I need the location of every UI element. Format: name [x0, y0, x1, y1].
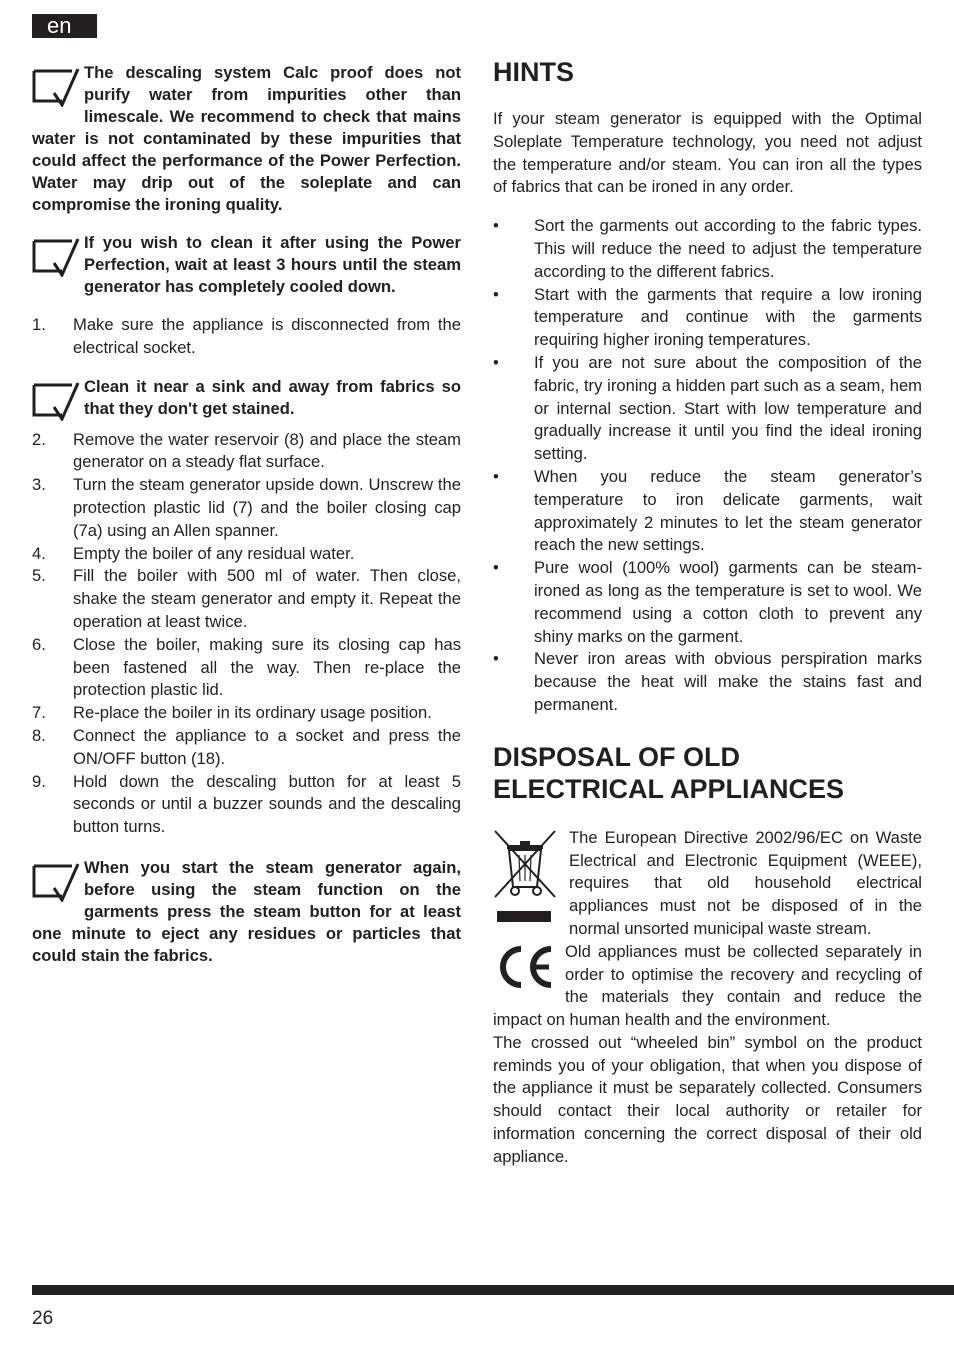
note-text: When you start the steam generator again, before using the steam function on the garments press the steam button for at least one minute to eject any residues or particles that could stain the fabrics. [32, 857, 461, 965]
language-tab: en [32, 14, 97, 38]
step-number: 6. [32, 634, 46, 654]
step-number: 5. [32, 566, 46, 586]
bullet-icon: • [493, 649, 499, 669]
list-item [32, 543, 461, 566]
ce-mark-icon [493, 943, 555, 991]
list-item [493, 557, 922, 648]
list-item [32, 634, 461, 702]
bullet-icon: • [493, 284, 499, 304]
hints-intro: If your steam generator is equipped with the Optimal Soleplate Temperature technology, you need not adjust the temperature and/or steam. You can iron all the types of fabrics that can be ironed in any order. [493, 109, 922, 197]
step-text: Make sure the appliance is disconnected from the electrical socket. [73, 315, 461, 357]
disposal-paragraph-1: The European Directive 2002/96/EC on Waste Electrical and Electronic Equipment (WEEE), requires that old household electrical appliances must not be disposed of in the normal unsorted municipal waste stream. [569, 827, 922, 938]
right-column [493, 56, 922, 1169]
hints-heading: HINTS [493, 57, 574, 87]
list-item [493, 648, 922, 716]
step-number: 9. [32, 771, 46, 791]
note-sink [32, 376, 461, 421]
bullet-icon: • [493, 466, 499, 486]
step-text: Close the boiler, making sure its closing cap has been fastened all the way. Then re-place the protection plastic lid. [73, 634, 461, 700]
check-note-icon [32, 235, 80, 277]
step-number: 7. [32, 703, 46, 723]
list-item [493, 215, 922, 283]
hint-text: Never iron areas with obvious perspiration marks because the heat will make the stains fast and permanent. [534, 649, 922, 714]
note-text: Clean it near a sink and away from fabrics so that they don't get stained. [84, 376, 461, 418]
check-note-icon [32, 65, 80, 107]
weee-bin-icon [493, 829, 557, 927]
list-item [32, 771, 461, 839]
disposal-heading [493, 741, 922, 805]
list-item [493, 352, 922, 466]
step-number: 4. [32, 543, 46, 563]
list-item [32, 429, 461, 475]
step-text: Fill the boiler with 500 ml of water. Then close, shake the steam generator and empty it. Repeat the operation at least twice. [73, 566, 461, 631]
step-text: Empty the boiler of any residual water. [73, 543, 355, 563]
page-number: 26 [32, 1308, 54, 1329]
step-text: Re-place the boiler in its ordinary usage position. [73, 703, 432, 723]
step-number: 3. [32, 475, 46, 495]
step-text: Turn the steam generator upside down. Unscrew the protection plastic lid (7) and the boiler closing cap (7a) using an Allen spanner. [73, 475, 461, 540]
step-text: Hold down the descaling button for at least 5 seconds or until a buzzer sounds and the descaling button turns. [73, 771, 461, 837]
disposal-section [493, 827, 922, 1169]
hint-text: When you reduce the steam generator’s temperature to iron delicate garments, wait approximately 2 minutes to let the steam generator reach the new settings. [534, 466, 922, 555]
hint-text: Start with the garments that require a low ironing temperature and continue with the garments requiring higher ironing temperatures. [534, 284, 922, 350]
bullet-icon: • [493, 558, 499, 578]
hint-text: Pure wool (100% wool) garments can be steam-ironed as long as the temperature is set to wool. We recommend using a cotton cloth to prevent any shiny marks on the garment. [534, 558, 922, 646]
note-cooldown [32, 232, 461, 298]
hints-list [493, 215, 922, 717]
steps-list-1 [32, 314, 461, 360]
disposal-heading-line1: DISPOSAL OF OLD [493, 741, 741, 772]
list-item [32, 565, 461, 633]
list-item [493, 284, 922, 352]
footer-divider [32, 1285, 954, 1295]
steps-list-2 [32, 429, 461, 839]
list-item [493, 466, 922, 557]
bullet-icon: • [493, 352, 499, 372]
note-calc-proof [32, 62, 461, 216]
hint-text: If you are not sure about the composition of the fabric, try ironing a hidden part such as a seam, hem or internal section. Start with low temperature and gradually increase it until you find the ideal ironing setting. [534, 352, 922, 464]
list-item [32, 702, 461, 725]
step-number: 1. [32, 315, 46, 334]
disposal-paragraph-2: Old appliances must be collected separately in order to optimise the recovery and recycling of the materials they contain and reduce the impact on human health and the environment. [493, 941, 922, 1030]
left-column [32, 62, 461, 967]
bullet-icon: • [493, 216, 499, 236]
note-restart [32, 857, 461, 967]
step-number: 2. [32, 429, 46, 449]
note-text: If you wish to clean it after using the Power Perfection, wait at least 3 hours until the steam generator has completely cooled down. [84, 233, 461, 296]
hint-text: Sort the garments out according to the fabric types. This will reduce the need to adjust the temperature according to the different fabrics. [534, 216, 922, 281]
step-text: Connect the appliance to a socket and press the ON/OFF button (18). [73, 725, 461, 768]
step-text: Remove the water reservoir (8) and place the steam generator on a steady flat surface. [73, 429, 461, 472]
list-item [32, 725, 461, 771]
list-item [32, 474, 461, 542]
check-note-icon [32, 379, 80, 421]
disposal-paragraph-3: The crossed out “wheeled bin” symbol on the product reminds you of your obligation, that when you dispose of the appliance it must be separately collected. Consumers should contact their local authority or retailer for information concerning the correct disposal of their old appliance. [493, 1032, 922, 1166]
disposal-heading-line2: ELECTRICAL APPLIANCES [493, 773, 845, 804]
check-note-icon [32, 860, 80, 902]
step-number: 8. [32, 725, 46, 745]
note-text: The descaling system Calc proof does not purify water from impurities other than limescale. We recommend to check that mains water is not contaminated by these impurities that could affect the performance of the Power Perfection. Water may drip out of the soleplate and can compromise the ironing quality. [32, 63, 461, 214]
list-item [32, 314, 461, 360]
